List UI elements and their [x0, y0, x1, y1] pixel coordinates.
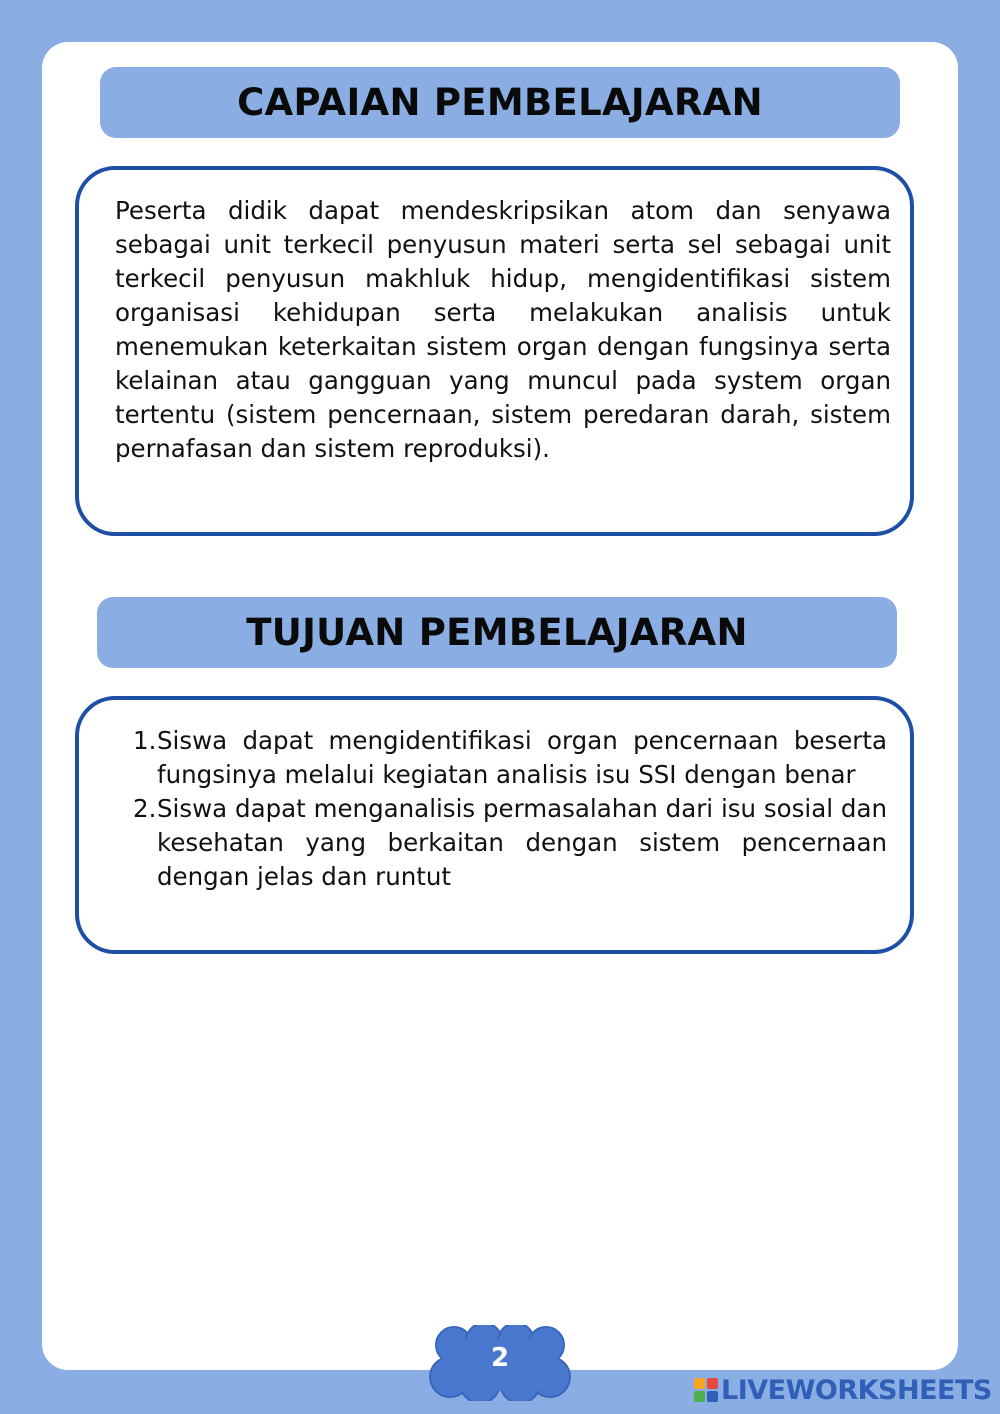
tujuan-item-number: 1.: [133, 726, 157, 755]
tujuan-box: [75, 696, 914, 954]
page-number-badge: [428, 1325, 572, 1401]
tujuan-heading: [97, 597, 897, 668]
tujuan-item-text: Siswa dapat mengidentifikasi organ pencernaan beserta fungsinya melalui kegiatan analisis isu SSI dengan benar: [157, 726, 887, 789]
tujuan-item-text: Siswa dapat menganalisis permasalahan dari isu sosial dan kesehatan yang berkaitan dengan sistem pencernaan dengan jelas dan runtut: [157, 794, 887, 891]
tujuan-title: TUJUAN PEMBELAJARAN: [246, 611, 748, 654]
tujuan-item: [119, 792, 887, 894]
page-number: 2: [490, 1343, 510, 1373]
tujuan-list: [119, 724, 887, 894]
brand-text: LIVEWORKSHEETS: [721, 1374, 992, 1406]
capaian-title: CAPAIAN PEMBELAJARAN: [237, 81, 763, 124]
liveworksheets-logo-icon: [693, 1377, 719, 1403]
capaian-box: [75, 166, 914, 536]
capaian-heading: [100, 67, 900, 138]
tujuan-item: [119, 724, 887, 792]
capaian-text: Peserta didik dapat mendeskripsikan atom dan senyawa sebagai unit terkecil penyusun materi serta sel sebagai unit terkecil penyusun makhluk hidup, mengidentifikasi sistem organisasi kehidupan serta melakukan analisis untuk menemukan keterkaitan sistem organ dengan fungsinya serta kelainan atau gangguan yang muncul pada system organ tertentu (sistem pencernaan, sistem peredaran darah, sistem pernafasan dan sistem reproduksi).: [115, 196, 891, 463]
liveworksheets-brand[interactable]: [693, 1372, 992, 1408]
tujuan-item-number: 2.: [133, 794, 157, 823]
